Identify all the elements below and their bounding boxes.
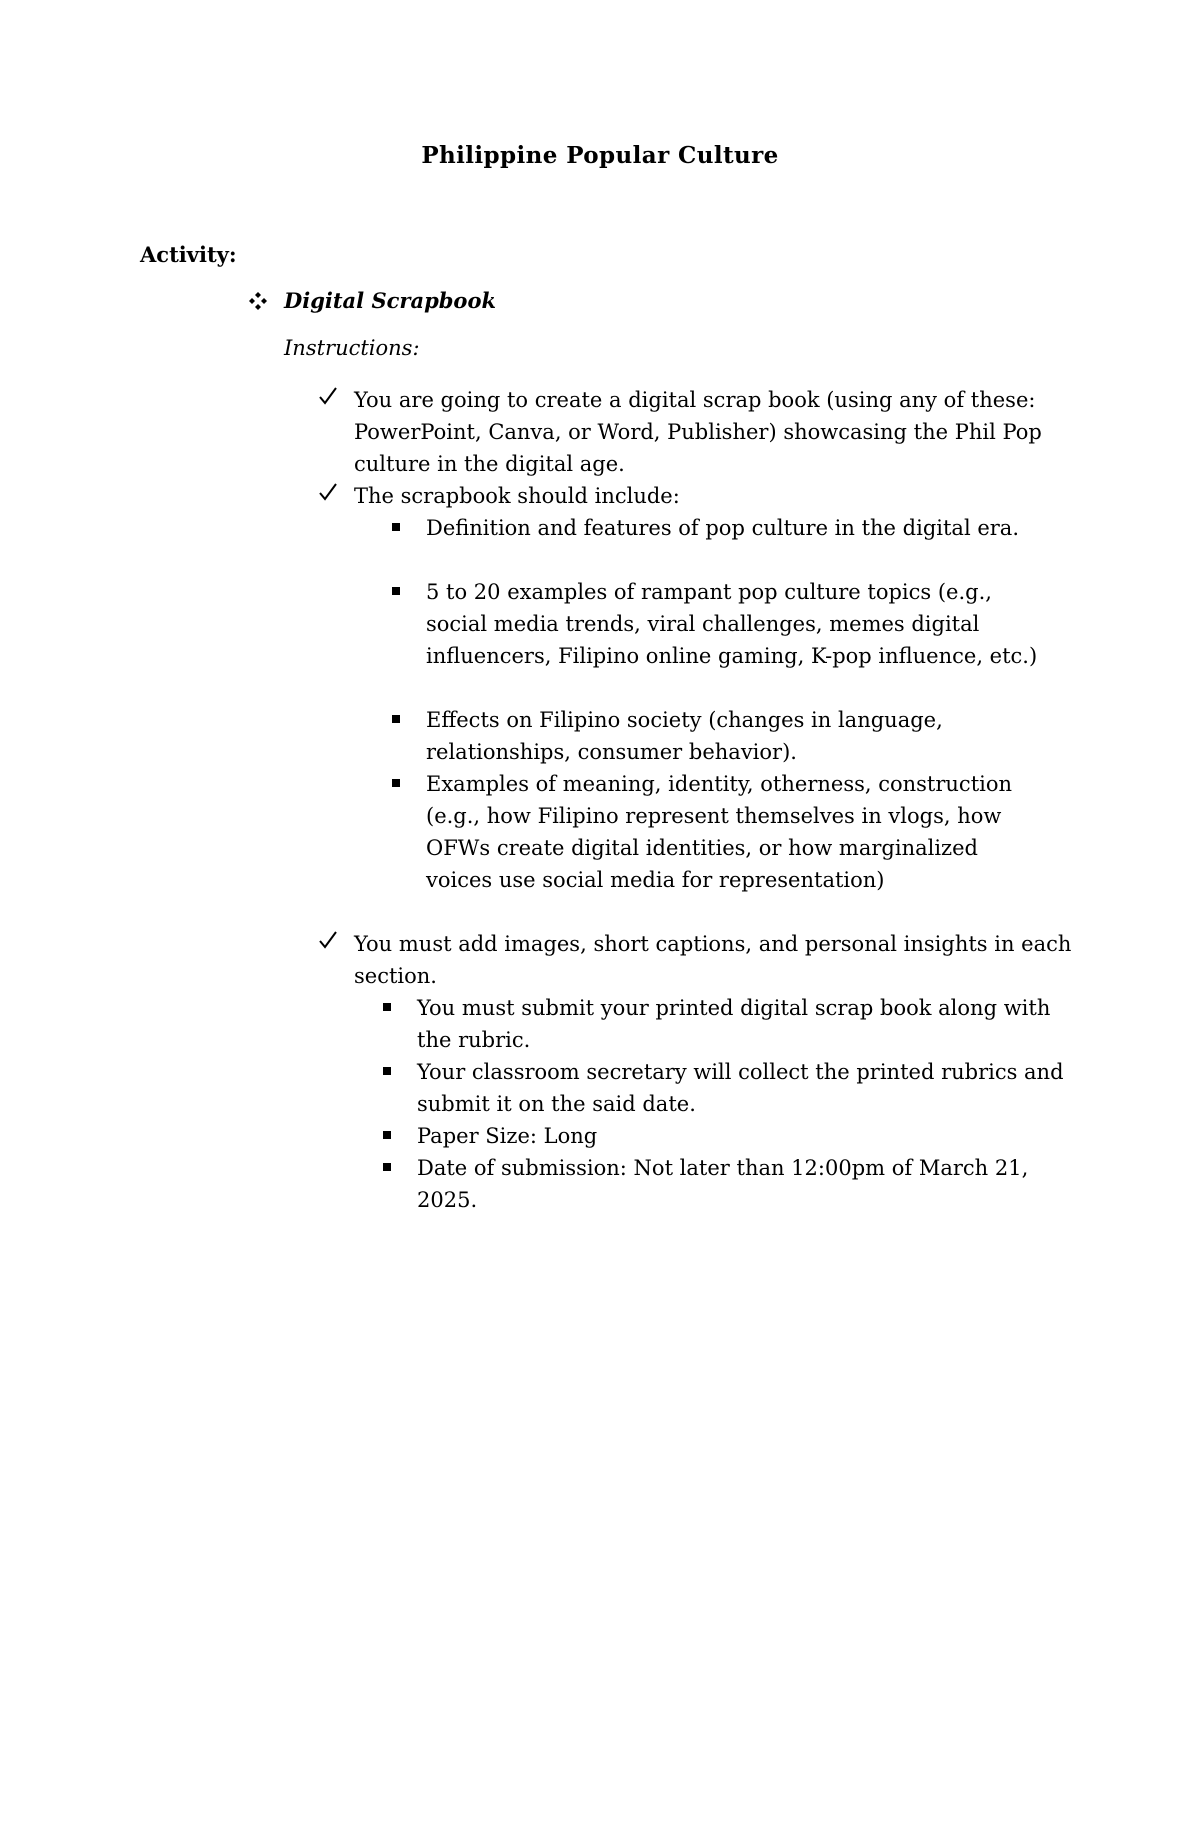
instructions-label: Instructions:: [284, 336, 420, 360]
instruction-item: [318, 928, 1078, 992]
section-title: Digital Scrapbook: [284, 288, 496, 313]
list-item: [383, 1152, 1073, 1216]
four-diamond-bullet-icon: [246, 289, 270, 313]
instruction-item: [318, 480, 1078, 512]
list-item-text: Your classroom secretary will collect the printed rubrics and submit it on the said date.: [417, 1060, 1064, 1116]
square-bullet-icon: [392, 779, 400, 787]
activity-label: Activity:: [140, 242, 237, 267]
page-title: Philippine Popular Culture: [421, 142, 779, 169]
list-item: [383, 1056, 1073, 1120]
checkmark-icon: [318, 384, 340, 416]
checkmark-icon: [318, 928, 340, 960]
list-item-text: Paper Size: Long: [417, 1124, 598, 1148]
list-item: [392, 704, 1042, 768]
list-item-text: Effects on Filipino society (changes in language, relationships, consumer behavior).: [426, 708, 943, 764]
instruction-text: You are going to create a digital scrap book (using any of these: PowerPoint, Canva, or Word, Publisher) showcasing the Phil Pop culture in the digital age.: [354, 388, 1042, 476]
list-item-text: Definition and features of pop culture in the digital era.: [426, 516, 1019, 540]
square-bullet-icon: [392, 715, 400, 723]
list-item-text: You must submit your printed digital scrap book along with the rubric.: [417, 996, 1051, 1052]
instruction-text: The scrapbook should include:: [354, 484, 680, 508]
list-item-text: Examples of meaning, identity, otherness, construction (e.g., how Filipino represent themselves in vlogs, how OFWs create digital identities, or how marginalized voices use social media for representation): [426, 772, 1013, 892]
square-bullet-icon: [383, 1163, 391, 1171]
list-item: [392, 576, 1042, 672]
instruction-text: You must add images, short captions, and personal insights in each section.: [354, 932, 1072, 988]
list-item: [392, 512, 1042, 544]
list-item-text: Date of submission: Not later than 12:00pm of March 21, 2025.: [417, 1156, 1029, 1212]
square-bullet-icon: [383, 1131, 391, 1139]
square-bullet-icon: [392, 523, 400, 531]
list-item-text: 5 to 20 examples of rampant pop culture topics (e.g., social media trends, viral challenges, memes digital influencers, Filipino online gaming, K-pop influence, etc.): [426, 580, 1038, 668]
list-item: [392, 768, 1042, 896]
square-bullet-icon: [392, 587, 400, 595]
instruction-item: [318, 384, 1078, 480]
list-item: [383, 992, 1073, 1056]
square-bullet-icon: [383, 1067, 391, 1075]
square-bullet-icon: [383, 1003, 391, 1011]
section-heading: [246, 288, 496, 313]
list-item: [383, 1120, 1073, 1152]
checkmark-icon: [318, 480, 340, 512]
